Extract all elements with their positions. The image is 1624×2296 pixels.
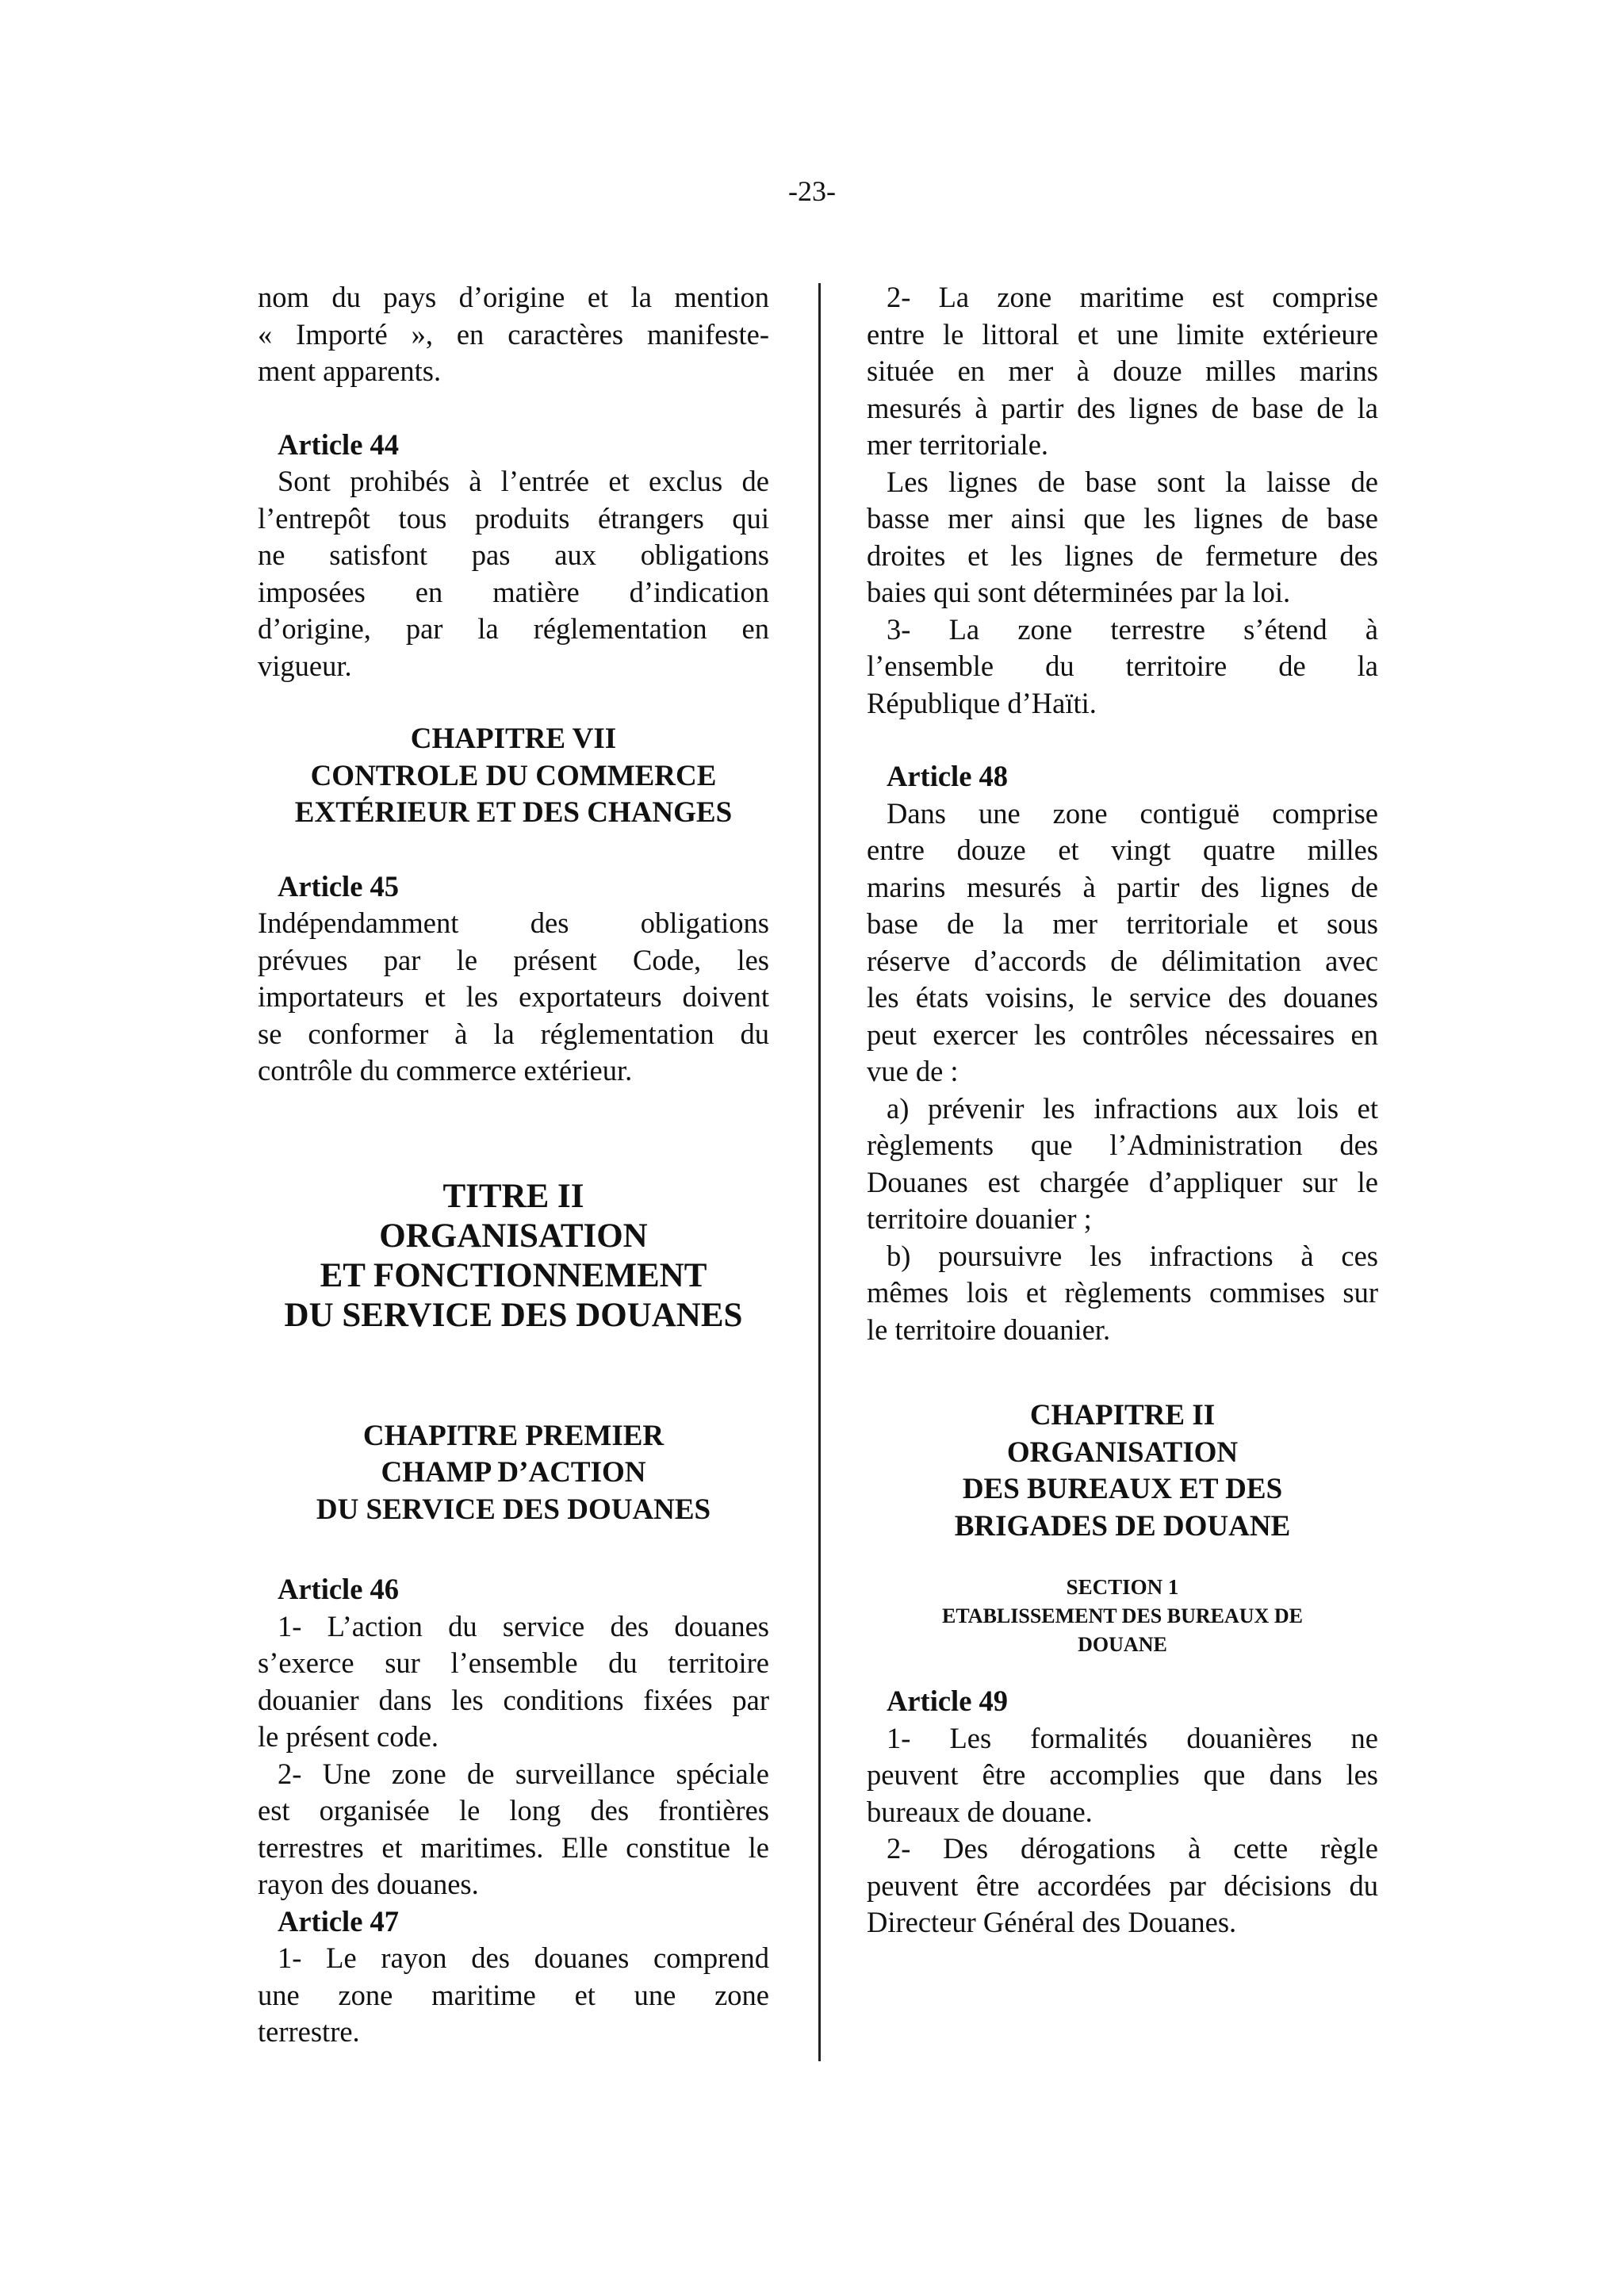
heading-line: ORGANISATION	[379, 1217, 648, 1255]
text-line: entre douze et vingt quatre milles	[867, 834, 1378, 866]
text-line: prévues par le présent Code, les	[258, 943, 769, 976]
text-line: rayon des douanes.	[258, 1868, 479, 1900]
text-line: 1- L’action du service des douanes	[278, 1609, 769, 1642]
text-line: basse mer ainsi que les lignes de base	[867, 502, 1378, 535]
article-47	[258, 1903, 769, 2051]
section-title-line: DOUANE	[1078, 1633, 1167, 1656]
text-line: une zone maritime et une zone	[258, 1978, 769, 2011]
text-line: vue de :	[867, 1055, 959, 1087]
text-line: 1- Le rayon des douanes comprend	[278, 1941, 769, 1974]
text-line: mer territoriale.	[867, 428, 1049, 461]
text-line: Les lignes de base sont la laisse de	[887, 465, 1378, 498]
heading-line: CHAPITRE VII	[410, 723, 617, 755]
chapter-1-heading	[258, 1418, 769, 1529]
text-line: b) poursuivre les infractions à ces	[887, 1239, 1378, 1272]
text-line: 2- Une zone de surveillance spéciale	[278, 1757, 769, 1790]
text-line: Dans une zone contiguë comprise	[887, 796, 1378, 830]
article-44	[258, 427, 769, 685]
text-line: marins mesurés à partir des lignes de	[867, 870, 1378, 903]
text-line: Directeur Général des Douanes.	[867, 1906, 1237, 1938]
text-line: les états voisins, le service des douanes	[867, 981, 1378, 1014]
heading-line: CHAMP D’ACTION	[381, 1456, 646, 1489]
text-line: peut exercer les contrôles nécessaires en	[867, 1018, 1378, 1051]
heading-line: DU SERVICE DES DOUANES	[316, 1493, 711, 1526]
text-line: 3- La zone terrestre s’étend à	[887, 612, 1378, 646]
column-divider	[818, 283, 821, 2061]
text-line: le présent code.	[258, 1720, 439, 1753]
text-line: ne satisfont pas aux obligations	[258, 539, 769, 571]
text-line: ment apparents.	[258, 355, 442, 387]
text-line: située en mer à douze milles marins	[867, 355, 1378, 387]
text-line: mesurés à partir des lignes de base de la	[867, 391, 1378, 424]
section-label: SECTION 1	[1066, 1575, 1179, 1599]
text-line: vigueur.	[258, 649, 352, 682]
text-line: le territoire douanier.	[867, 1313, 1111, 1346]
text-line: règlements que l’Administration des	[867, 1129, 1378, 1161]
section-1-heading	[867, 1572, 1378, 1659]
chapter-7-heading	[258, 721, 769, 832]
text-line: imposées en matière d’indication	[258, 575, 769, 608]
titre-2-heading	[258, 1177, 769, 1336]
text-line: territoire douanier ;	[867, 1202, 1092, 1235]
heading-line: ORGANISATION	[1006, 1435, 1239, 1469]
text-line: République d’Haïti.	[867, 686, 1097, 719]
text-line: 2- Des dérogations à cette règle	[887, 1832, 1378, 1865]
text-line: se conformer à la réglementation du	[258, 1017, 769, 1050]
right-column	[867, 279, 1378, 1941]
article-title: Article 45	[278, 869, 400, 903]
text-line: l’ensemble du territoire de la	[867, 650, 1378, 682]
text-line: 2- La zone maritime est comprise	[887, 281, 1378, 313]
article-45	[258, 868, 769, 1090]
text-line: droites et les lignes de fermeture des	[867, 539, 1378, 572]
heading-line: ET FONCTIONNEMENT	[320, 1256, 707, 1294]
text-line: entre le littoral et une limite extérieure	[867, 317, 1378, 351]
article-48	[867, 758, 1378, 1348]
section-title-line: ETABLISSEMENT DES BUREAUX DE	[942, 1604, 1303, 1627]
text-line: s’exerce sur l’ensemble du territoire	[258, 1646, 769, 1679]
text-line: 1- Les formalités douanières ne	[887, 1721, 1378, 1754]
heading-line: CHAPITRE PREMIER	[362, 1419, 665, 1452]
article-49	[867, 1683, 1378, 1941]
heading-line: EXTÉRIEUR ET DES CHANGES	[294, 796, 733, 829]
article-47-continued	[867, 279, 1378, 722]
chapter-2-heading	[867, 1397, 1378, 1545]
text-line: d’origine, par la réglementation en	[258, 612, 769, 645]
article-title: Article 48	[887, 760, 1009, 792]
heading-line: CHAPITRE II	[1029, 1399, 1216, 1432]
text-line: douanier dans les conditions fixées par	[258, 1683, 769, 1716]
text-line: nom du pays d’origine et la mention	[258, 281, 769, 313]
text-line: peuvent être accordées par décisions du	[867, 1869, 1378, 1902]
text-line: Indépendamment des obligations	[258, 907, 769, 939]
text-line: terrestre.	[258, 2015, 360, 2048]
article-title: Article 46	[278, 1573, 400, 1605]
text-line: l’entrepôt tous produits étrangers qui	[258, 501, 769, 535]
left-column	[258, 279, 769, 2051]
article-title: Article 47	[278, 1904, 400, 1938]
text-line: contrôle du commerce extérieur.	[258, 1054, 633, 1087]
text-line: mêmes lois et règlements commises sur	[867, 1276, 1378, 1309]
text-line: base de la mer territoriale et sous	[867, 907, 1378, 940]
heading-line: TITRE II	[442, 1177, 584, 1215]
text-line: a) prévenir les infractions aux lois et	[887, 1091, 1378, 1125]
intro-paragraph	[258, 279, 769, 390]
article-title: Article 44	[278, 427, 400, 461]
page-number: -23-	[788, 175, 836, 207]
heading-line: CONTROLE DU COMMERCE	[310, 759, 717, 792]
text-line: bureaux de douane.	[867, 1795, 1093, 1828]
heading-line: DU SERVICE DES DOUANES	[284, 1296, 743, 1334]
text-line: réserve d’accords de délimitation avec	[867, 944, 1378, 977]
heading-line: BRIGADES DE DOUANE	[954, 1509, 1291, 1543]
text-line: peuvent être accomplies que dans les	[867, 1758, 1378, 1791]
text-line: Douanes est chargée d’appliquer sur le	[867, 1165, 1378, 1198]
text-line: terrestres et maritimes. Elle constitue le	[258, 1830, 769, 1864]
text-line: « Importé », en caractères manifeste-	[258, 317, 769, 351]
heading-line: DES BUREAUX ET DES	[962, 1473, 1283, 1505]
text-line: Sont prohibés à l’entrée et exclus de	[278, 465, 769, 497]
text-line: est organisée le long des frontières	[258, 1794, 769, 1826]
text-line: baies qui sont déterminées par la loi.	[867, 576, 1291, 608]
article-title: Article 49	[887, 1685, 1009, 1717]
text-line: importateurs et les exportateurs doivent	[258, 980, 769, 1013]
article-46	[258, 1571, 769, 1903]
